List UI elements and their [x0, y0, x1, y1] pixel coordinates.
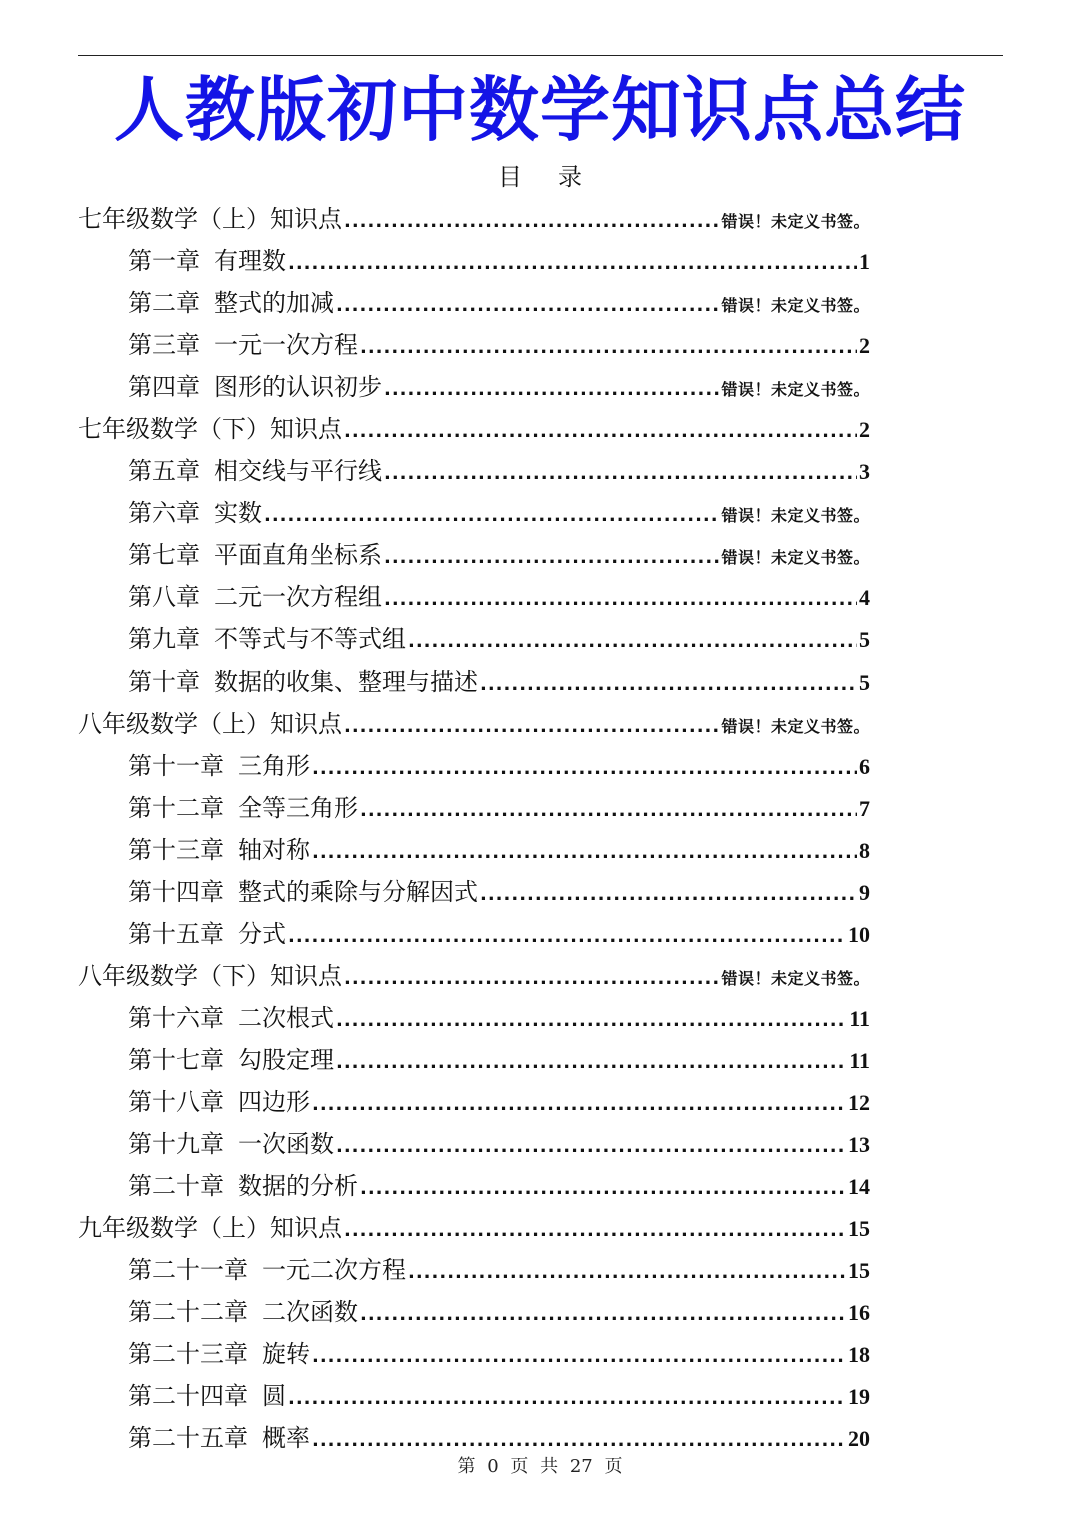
toc-entry-label — [128, 1039, 334, 1081]
toc-chapter-entry[interactable] — [0, 1165, 870, 1207]
toc-dot-leader — [288, 916, 846, 955]
toc-page-number: 错误！未定义书签。 — [721, 214, 870, 231]
toc-page-number: 错误！未定义书签。 — [721, 718, 870, 736]
toc-chapter-number: 第十二章 — [128, 793, 224, 822]
toc-dot-leader — [360, 327, 857, 366]
toc-page-number: 4 — [859, 585, 870, 611]
toc-entry-title: 轴对称 — [238, 835, 310, 864]
toc-dot-leader — [336, 1000, 847, 1039]
toc-entry-label — [128, 1333, 310, 1375]
toc-chapter-entry[interactable] — [0, 240, 870, 282]
toc-dot-leader — [312, 1084, 846, 1123]
toc-dot-leader — [264, 495, 719, 534]
toc-entry-title: 图形的认识初步 — [214, 373, 382, 402]
toc-page-number: 2 — [859, 333, 870, 359]
toc-chapter-entry[interactable] — [0, 534, 870, 576]
toc-dot-leader — [360, 790, 857, 829]
toc-chapter-entry[interactable] — [0, 282, 870, 324]
toc-page-number: 1 — [859, 249, 870, 275]
toc-entry-title: 三角形 — [238, 751, 310, 780]
toc-entry-label — [128, 576, 382, 618]
toc-page-number: 14 — [848, 1174, 870, 1200]
page-footer: 第 0 页 共 27 页 — [457, 1456, 623, 1477]
toc-section-entry[interactable] — [0, 408, 870, 450]
toc-dot-leader — [344, 1210, 846, 1249]
toc-entry-label — [128, 240, 286, 282]
toc-entry-title: 一元二次方程 — [262, 1256, 406, 1285]
toc-entry-label — [128, 324, 358, 366]
toc-dot-leader — [344, 201, 719, 240]
header-rule — [78, 55, 1003, 56]
toc-entry-label — [128, 661, 478, 703]
toc-entry-label — [128, 1123, 334, 1165]
toc-page-number: 15 — [848, 1216, 870, 1242]
toc-entry-label — [128, 1249, 406, 1291]
toc-dot-leader — [408, 621, 857, 660]
toc-chapter-number: 第二十五章 — [128, 1424, 248, 1453]
toc-chapter-number: 第十九章 — [128, 1130, 224, 1159]
toc-chapter-entry[interactable] — [0, 1123, 870, 1165]
toc-page-number: 15 — [848, 1258, 870, 1284]
toc-entry-title: 概率 — [262, 1424, 310, 1453]
toc-chapter-number: 第十八章 — [128, 1087, 224, 1116]
toc-page-number: 18 — [848, 1342, 870, 1368]
toc-chapter-entry[interactable] — [0, 997, 870, 1039]
toc-entry-title: 整式的加减 — [214, 289, 334, 318]
toc-chapter-entry[interactable] — [0, 1375, 870, 1417]
toc-chapter-number: 第一章 — [128, 247, 200, 276]
toc-chapter-number: 第五章 — [128, 457, 200, 486]
toc-entry-title: 有理数 — [214, 247, 286, 276]
toc-dot-leader — [312, 1420, 846, 1459]
toc-chapter-number: 第十六章 — [128, 1003, 224, 1032]
toc-page-number: 错误！未定义书签。 — [721, 508, 870, 526]
toc-dot-leader — [360, 1168, 846, 1207]
toc-chapter-number: 第十七章 — [128, 1045, 224, 1074]
toc-page-number: 7 — [859, 795, 870, 821]
toc-chapter-number: 第十一章 — [128, 751, 224, 780]
toc-entry-label — [128, 534, 382, 576]
toc-entry-title: 全等三角形 — [238, 793, 358, 822]
toc-entry-label — [128, 913, 286, 955]
toc-page-number: 6 — [859, 753, 870, 779]
toc-dot-leader — [288, 243, 857, 282]
toc-page-number: 错误！未定义书签。 — [721, 382, 870, 400]
toc-entry-label — [128, 282, 334, 324]
toc-chapter-number: 第十三章 — [128, 835, 224, 864]
toc-chapter-number: 第十章 — [128, 667, 200, 696]
toc-dot-leader — [360, 1294, 846, 1333]
toc-chapter-number: 第三章 — [128, 331, 200, 360]
toc-section-entry[interactable] — [0, 703, 870, 745]
toc-page-number: 13 — [848, 1132, 870, 1158]
toc-page-number: 错误！未定义书签。 — [721, 550, 870, 568]
toc-chapter-number: 第九章 — [128, 625, 200, 654]
toc-entry-title: 八年级数学（下）知识点 — [78, 961, 342, 990]
toc-entry-label — [128, 1417, 310, 1459]
toc-entry-title: 七年级数学（上）知识点 — [78, 205, 342, 233]
toc-entry-label — [128, 618, 406, 660]
toc-entry-label — [128, 1081, 310, 1123]
toc-chapter-entry[interactable] — [0, 450, 870, 492]
toc-entry-label — [128, 366, 382, 408]
toc-entry-label — [128, 492, 262, 534]
toc-entry-title: 旋转 — [262, 1340, 310, 1369]
toc-dot-leader — [480, 874, 857, 913]
toc-dot-leader — [480, 664, 857, 703]
toc-entry-title: 一元一次方程 — [214, 331, 358, 360]
toc-chapter-number: 第八章 — [128, 583, 200, 612]
toc-chapter-entry[interactable] — [0, 1291, 870, 1333]
toc-section-entry[interactable] — [0, 198, 870, 240]
toc-dot-leader — [384, 579, 857, 618]
toc-entry-label — [128, 745, 310, 787]
toc-chapter-number: 第六章 — [128, 499, 200, 528]
toc-entry-title: 一次函数 — [238, 1130, 334, 1159]
toc-chapter-entry[interactable] — [0, 492, 870, 534]
toc-chapter-entry[interactable] — [0, 324, 870, 366]
toc-entry-label — [128, 1165, 358, 1207]
toc-page-number: 错误！未定义书签。 — [721, 298, 870, 316]
toc-entry-title: 二元一次方程组 — [214, 583, 382, 612]
toc-entry-title: 七年级数学（下）知识点 — [78, 415, 342, 444]
toc-page-number: 5 — [859, 627, 870, 653]
toc-dot-leader — [408, 1252, 846, 1291]
toc-page-number: 16 — [848, 1300, 870, 1326]
toc-dot-leader — [336, 1126, 846, 1165]
toc-chapter-entry[interactable] — [0, 661, 870, 703]
toc-chapter-number: 第七章 — [128, 541, 200, 570]
toc-chapter-entry[interactable] — [0, 1249, 870, 1291]
toc-page-number: 12 — [848, 1089, 870, 1115]
toc-dot-leader — [288, 1378, 846, 1417]
toc-dot-leader — [384, 537, 719, 576]
toc-entry-label — [128, 1375, 286, 1417]
toc-dot-leader — [344, 411, 857, 450]
toc-page-number: 8 — [859, 837, 870, 863]
toc-chapter-entry[interactable] — [0, 1417, 870, 1459]
toc-chapter-entry[interactable] — [0, 1333, 870, 1375]
toc-dot-leader — [384, 369, 719, 408]
toc-entry-label — [78, 1207, 342, 1249]
toc-dot-leader — [336, 285, 719, 324]
toc-chapter-number: 第二十二章 — [128, 1298, 248, 1327]
toc-page-number: 5 — [859, 669, 870, 695]
toc-chapter-entry[interactable] — [0, 745, 870, 787]
toc-entry-title: 二次根式 — [238, 1003, 334, 1032]
toc-section-entry[interactable] — [0, 1207, 870, 1249]
toc-entry-title: 平面直角坐标系 — [214, 541, 382, 570]
toc-chapter-number: 第二十三章 — [128, 1340, 248, 1369]
toc-dot-leader — [336, 1042, 847, 1081]
toc-entry-label — [128, 1291, 358, 1333]
toc-entry-label — [128, 450, 382, 492]
toc-chapter-entry[interactable] — [0, 1039, 870, 1081]
toc-dot-leader — [312, 832, 857, 871]
toc-entry-title: 数据的分析 — [238, 1172, 358, 1201]
toc-chapter-entry[interactable] — [0, 913, 870, 955]
toc-entry-label — [128, 997, 334, 1039]
toc-entry-title: 二次函数 — [262, 1298, 358, 1327]
toc-entry-title: 整式的乘除与分解因式 — [238, 877, 478, 906]
toc-page-number: 错误！未定义书签。 — [721, 970, 870, 988]
toc-chapter-entry[interactable] — [0, 787, 870, 829]
toc-entry-title: 八年级数学（上）知识点 — [78, 709, 342, 738]
toc-section-entry[interactable] — [0, 955, 870, 997]
toc-entry-label — [128, 829, 310, 871]
toc-entry-label — [128, 787, 358, 829]
toc-page-number: 3 — [859, 459, 870, 485]
toc-entry-label — [78, 955, 342, 997]
toc-entry-title: 勾股定理 — [238, 1045, 334, 1074]
toc-entry-label — [78, 198, 342, 240]
toc-dot-leader — [312, 1336, 846, 1375]
toc-page-number: 2 — [859, 417, 870, 443]
toc-chapter-number: 第四章 — [128, 373, 200, 402]
toc-page-number: 20 — [848, 1426, 870, 1452]
toc-entry-title: 圆 — [262, 1382, 286, 1411]
toc-entry-title: 相交线与平行线 — [214, 457, 382, 486]
toc-dot-leader — [344, 706, 719, 745]
toc-heading: 目录 — [498, 163, 618, 191]
toc-chapter-entry[interactable] — [0, 618, 870, 660]
toc-entry-title: 数据的收集、整理与描述 — [214, 667, 478, 696]
toc-page-number: 11 — [849, 1047, 870, 1073]
toc-page-number: 19 — [848, 1384, 870, 1410]
toc-entry-title: 四边形 — [238, 1087, 310, 1116]
toc-dot-leader — [384, 453, 857, 492]
toc-entry-label — [128, 871, 478, 913]
toc-chapter-entry[interactable] — [0, 1081, 870, 1123]
toc-chapter-entry[interactable] — [0, 871, 870, 913]
toc-page-number: 10 — [848, 921, 870, 947]
toc-page-number: 11 — [849, 1005, 870, 1031]
toc-chapter-entry[interactable] — [0, 829, 870, 871]
toc-chapter-entry[interactable] — [0, 576, 870, 618]
table-of-contents — [0, 198, 1080, 1459]
toc-dot-leader — [344, 958, 719, 997]
toc-entry-title: 不等式与不等式组 — [214, 625, 406, 654]
toc-chapter-number: 第二十章 — [128, 1172, 224, 1201]
toc-chapter-number: 第十五章 — [128, 919, 224, 948]
toc-chapter-number: 第二十一章 — [128, 1256, 248, 1285]
toc-entry-label — [78, 703, 342, 745]
toc-chapter-number: 第二章 — [128, 289, 200, 318]
toc-entry-title: 分式 — [238, 919, 286, 948]
toc-dot-leader — [312, 748, 857, 787]
toc-chapter-entry[interactable] — [0, 366, 870, 408]
toc-chapter-number: 第十四章 — [128, 877, 224, 906]
toc-chapter-number: 第二十四章 — [128, 1382, 248, 1411]
toc-entry-title: 九年级数学（上）知识点 — [78, 1214, 342, 1243]
document-title: 人教版初中数学知识点总结 — [114, 69, 966, 151]
toc-entry-title: 实数 — [214, 499, 262, 528]
toc-page-number: 9 — [859, 879, 870, 905]
toc-entry-label — [78, 408, 342, 450]
